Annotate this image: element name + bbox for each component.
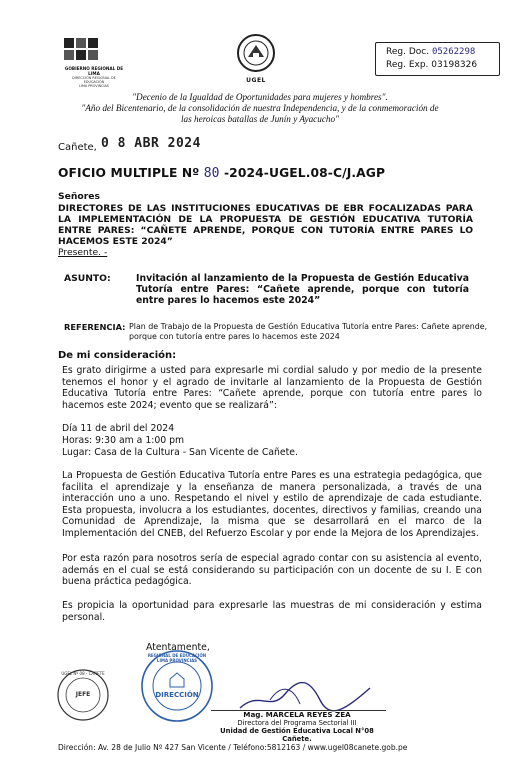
registry-box <box>375 42 500 76</box>
jefe-stamp <box>56 668 110 722</box>
decenio-line-1: "Decenio de la Igualdad de Oportunidades para mujeres y hombres". <box>132 92 388 102</box>
salutation: Señores <box>58 191 100 202</box>
jefe-stamp-ring: UGEL Nº 08 - CAÑETE <box>61 671 105 676</box>
direccion-stamp <box>140 649 214 723</box>
event-day: Día 11 de abril del 2024 <box>62 423 175 434</box>
ugel-seal-icon <box>236 33 276 73</box>
direccion-stamp-ring: REGIONAL DE EDUCACIÓN LIMA PROVINCIAS <box>147 653 207 663</box>
regional-emblem-icon <box>62 36 100 62</box>
direccion-stamp-center: DIRECCIÓN <box>155 691 199 699</box>
referencia-text: Plan de Trabajo de la Propuesta de Gestión Educativa Tutoría entre Pares: Cañete aprende, porque con tutoría entre pares lo hacemos este 2024 <box>129 322 488 341</box>
reg-doc-row <box>386 46 499 59</box>
logo-sub-2: LIMA PROVINCIAS <box>79 84 109 88</box>
addressee-text: DIRECTORES DE LAS INSTITUCIONES EDUCATIVAS DE EBR FOCALIZADAS PARA LA IMPLEMENTACIÓN DE LA PROPUESTA DE GESTIÓN EDUCATIVA TUTORÍA ENTRE PARES: “CAÑETE APRENDE, PORQUE CON TUTORÍA ENTRE PARES LO HACEMOS ESTE 2024” <box>58 203 473 247</box>
reg-doc-label: Reg. Doc. <box>386 47 430 57</box>
event-place: Lugar: Casa de la Cultura - San Vicente de Cañete. <box>62 447 298 458</box>
footer-address: Dirección: Av. 28 de Julio Nº 427 San Vicente / Teléfono:5812163 / www.ugel08canete.gob.pe <box>58 743 408 752</box>
referencia-label: REFERENCIA: <box>64 322 126 332</box>
gobierno-regional-logo <box>62 36 126 88</box>
decenio-heading <box>60 92 460 125</box>
presente: Presente. - <box>58 247 108 258</box>
oficio-suffix: -2024-UGEL.08-C/J.AGP <box>223 166 386 180</box>
paragraph-closing: Es propicia la oportunidad para expresarle las muestras de mi consideración y estima personal. <box>62 600 482 623</box>
signature-block <box>211 711 383 743</box>
decenio-line-3: las heroicas batallas de Junín y Ayacucho" <box>181 114 339 124</box>
asunto-label: ASUNTO: <box>64 273 111 284</box>
paragraph-invitation: Es grato dirigirme a usted para expresarle mi cordial saludo y por medio de la presente tenemos el honor y el agrado de invitarle al lanzamiento de la Propuesta de Gestión Educativa Tutoría entre Pares: “Cañete aprende, porque con tutoría entre pares lo hacemos este 2024; evento que se realizará”: <box>62 365 482 411</box>
oficio-number: 80 <box>203 166 220 181</box>
signer-role-1: Directora del Programa Sectorial III <box>237 719 357 727</box>
date-place: Cañete, <box>58 142 97 153</box>
oficio-title <box>58 166 385 181</box>
reg-exp-value: 03198326 <box>431 60 478 70</box>
oficio-prefix: OFICIO MULTIPLE Nº <box>58 166 200 180</box>
closing: Atentamente, <box>146 642 210 653</box>
reg-exp-label: Reg. Exp. <box>386 60 429 70</box>
jefe-stamp-center: JEFE <box>75 691 91 698</box>
decenio-line-2: "Año del Bicentenario, de la consolidación de nuestra Independencia, y de la conmemoración de <box>81 103 439 113</box>
logo-org-name: GOBIERNO REGIONAL DE LIMA <box>64 66 124 76</box>
paragraph-attendance: Por esta razón para nosotros sería de especial agrado contar con su asistencia al evento, además en el cual se está considerando su participación con un docente de su I. E con buena práctica pedagógica. <box>62 553 482 588</box>
logo-sub-1: DIRECCIÓN REGIONAL DE EDUCACIÓN <box>72 76 116 84</box>
ugel-logo <box>232 33 280 84</box>
reg-doc-value: 05262298 <box>431 47 476 57</box>
event-hours: Horas: 9:30 am a 1:00 pm <box>62 435 185 446</box>
date-stamp: 0 8 ABR 2024 <box>101 136 201 151</box>
ugel-label: UGEL <box>246 77 266 84</box>
paragraph-proposal: La Propuesta de Gestión Educativa Tutoría entre Pares es una estrategia pedagógica, que facilita el aprendizaje y la enseñanza de manera personalizada, a través de una interacción uno a uno. Respetando el nivel y estilo de aprendizaje de cada estudiante. Esta propuesta, involucra a los estudiantes, docentes, directivos y familias, creando una Comunidad de Aprendizaje, la misma que se desarrollará en el marco de la Implementación del CNEB, del Refuerzo Escolar y por ende la Mejora de los Aprendizajes. <box>62 470 482 539</box>
asunto-text: Invitación al lanzamiento de la Propuesta de Gestión Educativa Tutoría entre Pares: “Cañete aprende, porque con tutoría entre pares lo hacemos este 2024” <box>136 273 469 306</box>
signer-name: Mag. MARCELA REYES ZEA <box>243 710 351 719</box>
signer-role-2: Unidad de Gestión Educativa Local N°08 Cañete. <box>220 727 374 743</box>
reg-exp-row <box>386 59 499 72</box>
consideracion-heading: De mi consideración: <box>58 350 177 361</box>
